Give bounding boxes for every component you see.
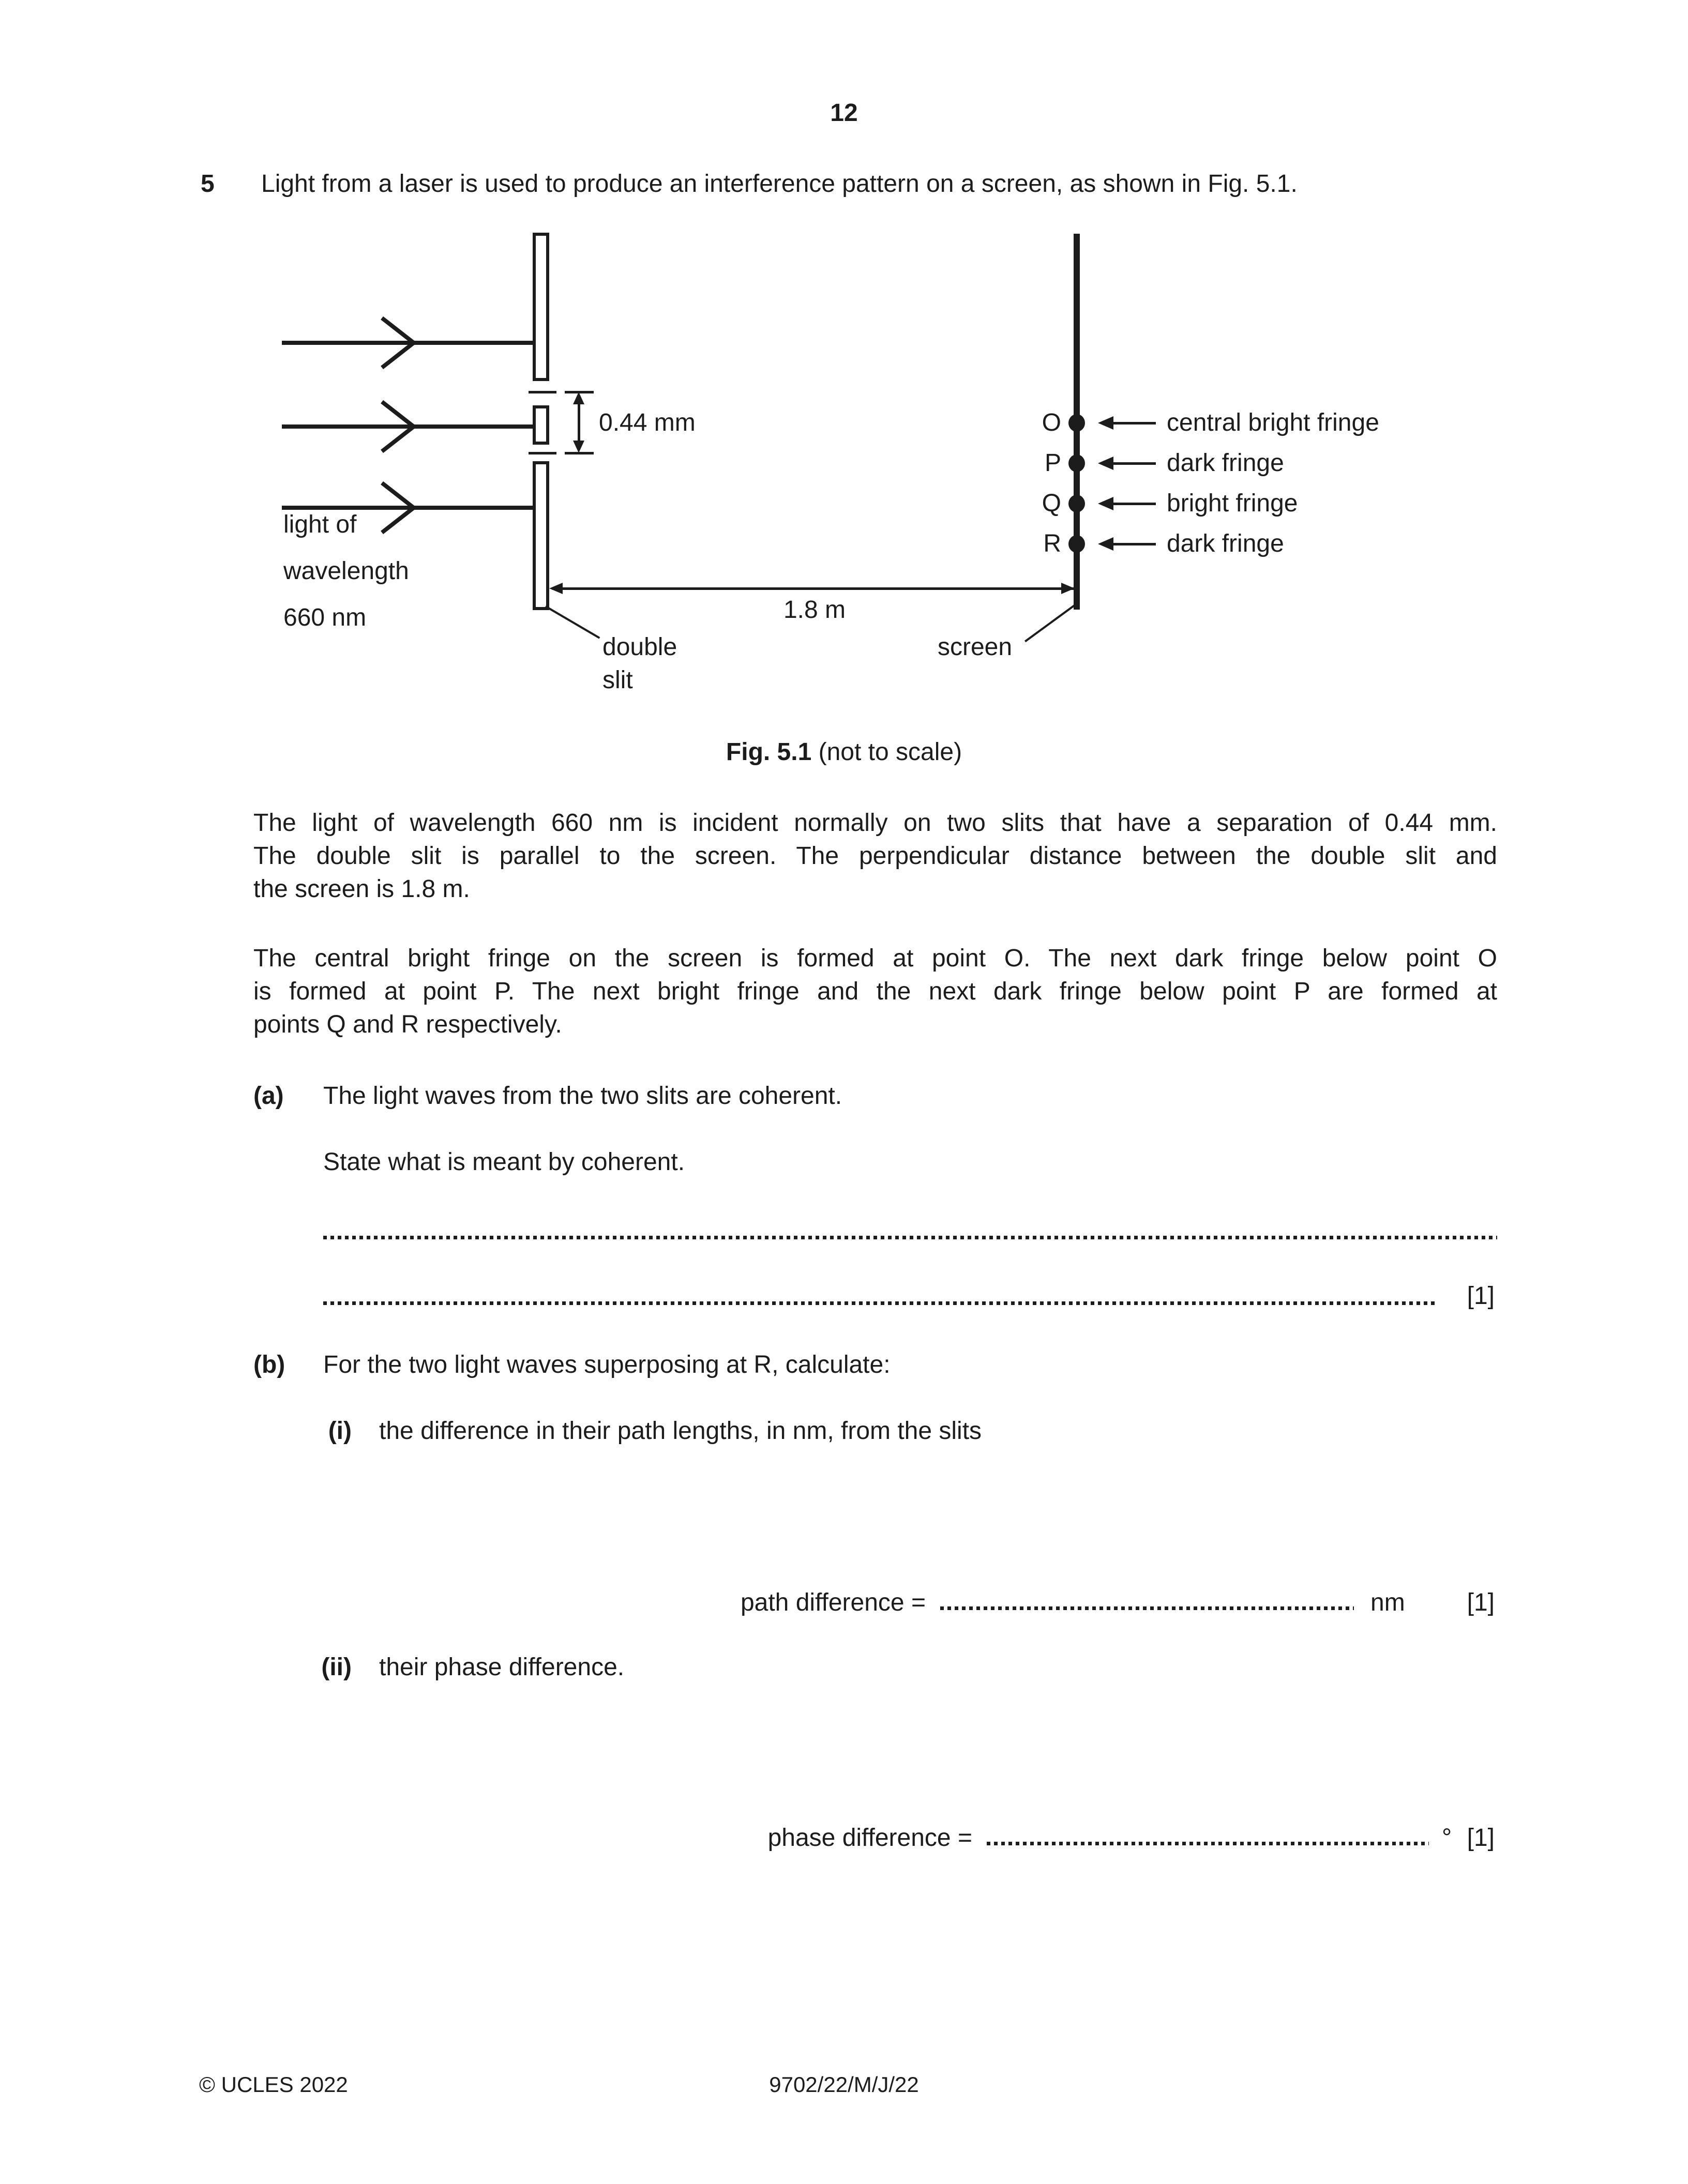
screen-label: screen [938,633,1013,661]
slit-tick-bottom-left [529,452,556,454]
fringe-label: dark fringe [1167,449,1284,477]
slit-separation-arrow-line [578,398,580,447]
arrow-right-icon [1061,583,1075,594]
source-label-line3: 660 nm [283,604,367,631]
slit-plate-top [533,233,549,381]
answer-unit: nm [1370,1589,1405,1616]
arrow-up-icon [573,392,584,404]
question-number: 5 [201,170,215,198]
fringe-dot [1068,535,1085,553]
fringe-label: dark fringe [1167,530,1284,557]
source-label [283,502,409,641]
paragraph-2 [253,942,1497,1041]
point-letter: R [1043,530,1061,557]
arrow-left-icon [549,583,563,594]
paragraph-line: The light of wavelength 660 nm is incident normally on two slits that have a separation of 0.44 mm. [253,809,1497,837]
answer-unit: ° [1442,1824,1452,1852]
figure-caption-number: Fig. 5.1 [726,738,812,766]
answer-prefix: phase difference = [767,1824,972,1852]
figure-caption [0,736,1688,769]
fringe-arrow-line [1112,462,1156,465]
footer-paper-code: 9702/22/M/J/22 [769,2072,919,2097]
double-slit-label-line2: slit [602,666,633,694]
answer-prefix: path difference = [740,1589,926,1616]
paragraph-line: The central bright fringe on the screen is formed at point O. The next dark fringe below point O [253,945,1497,972]
footer-copyright: © UCLES 2022 [199,2072,348,2097]
point-letter: O [1042,409,1061,436]
arrowhead-icon [381,425,415,453]
arrow-left-icon [1098,537,1113,551]
part-b-label: (b) [253,1351,285,1378]
double-slit-label-line1: double [602,633,677,661]
arrowhead-icon [381,316,415,344]
page-number: 12 [830,99,858,127]
marks-badge: [1] [1467,1589,1495,1616]
answer-dotted-line [987,1842,1429,1845]
arrow-left-icon [1098,416,1113,430]
slit-tick-top-left [529,391,556,393]
paragraph-line: points Q and R respectively. [253,1011,562,1038]
part-a-statement: The light waves from the two slits are coherent. [323,1082,842,1110]
slit-separation-label: 0.44 mm [599,409,696,436]
part-b-i-label: (i) [328,1417,352,1445]
arrow-left-icon [1098,457,1113,470]
figure-caption-note: (not to scale) [811,738,962,766]
slit-plate-middle [533,405,549,445]
part-b-ii-label: (ii) [321,1654,352,1681]
answer-dotted-line [940,1606,1354,1610]
arrowhead-icon [381,400,415,428]
fringe-dot [1068,414,1085,432]
source-label-line1: light of [283,511,357,538]
fringe-dot [1068,495,1085,512]
part-b-ii-text: their phase difference. [379,1654,625,1681]
part-a-label: (a) [253,1082,284,1110]
double-slit-leader-line [545,605,600,639]
marks-badge: [1] [1467,1824,1495,1852]
distance-arrow-line [552,587,1075,590]
marks-badge: [1] [1467,1282,1495,1310]
paragraph-1 [253,807,1497,906]
fringe-arrow-line [1112,503,1156,505]
part-b-intro: For the two light waves superposing at R, calculate: [323,1351,891,1378]
part-b-i-text: the difference in their path lengths, in nm, from the slits [379,1417,982,1445]
fringe-arrow-line [1112,543,1156,545]
point-letter: Q [1042,490,1061,517]
answer-dotted-line [323,1301,1435,1305]
arrow-left-icon [1098,497,1113,510]
screen-leader-line [1024,601,1080,642]
slit-plate-bottom [533,461,549,610]
paragraph-line: The double slit is parallel to the screen. The perpendicular distance between the double slit and [253,842,1497,870]
fringe-arrow-line [1112,422,1156,424]
fringe-dot [1068,454,1085,472]
part-a-prompt: State what is meant by coherent. [323,1148,685,1176]
distance-label: 1.8 m [783,596,846,624]
question-text: Light from a laser is used to produce an interference pattern on a screen, as shown in Fig. 5.1. [261,170,1298,198]
source-label-line2: wavelength [283,557,409,585]
fringe-label: bright fringe [1167,490,1298,517]
paragraph-line: is formed at point P. The next bright fringe and the next dark fringe below point P are formed at [253,978,1497,1005]
fringe-label: central bright fringe [1167,409,1379,436]
paragraph-line: the screen is 1.8 m. [253,875,470,903]
point-letter: P [1044,449,1061,477]
arrowhead-icon [381,341,415,369]
arrow-down-icon [573,441,584,453]
answer-dotted-line [323,1236,1497,1239]
double-slit-label [602,631,677,697]
